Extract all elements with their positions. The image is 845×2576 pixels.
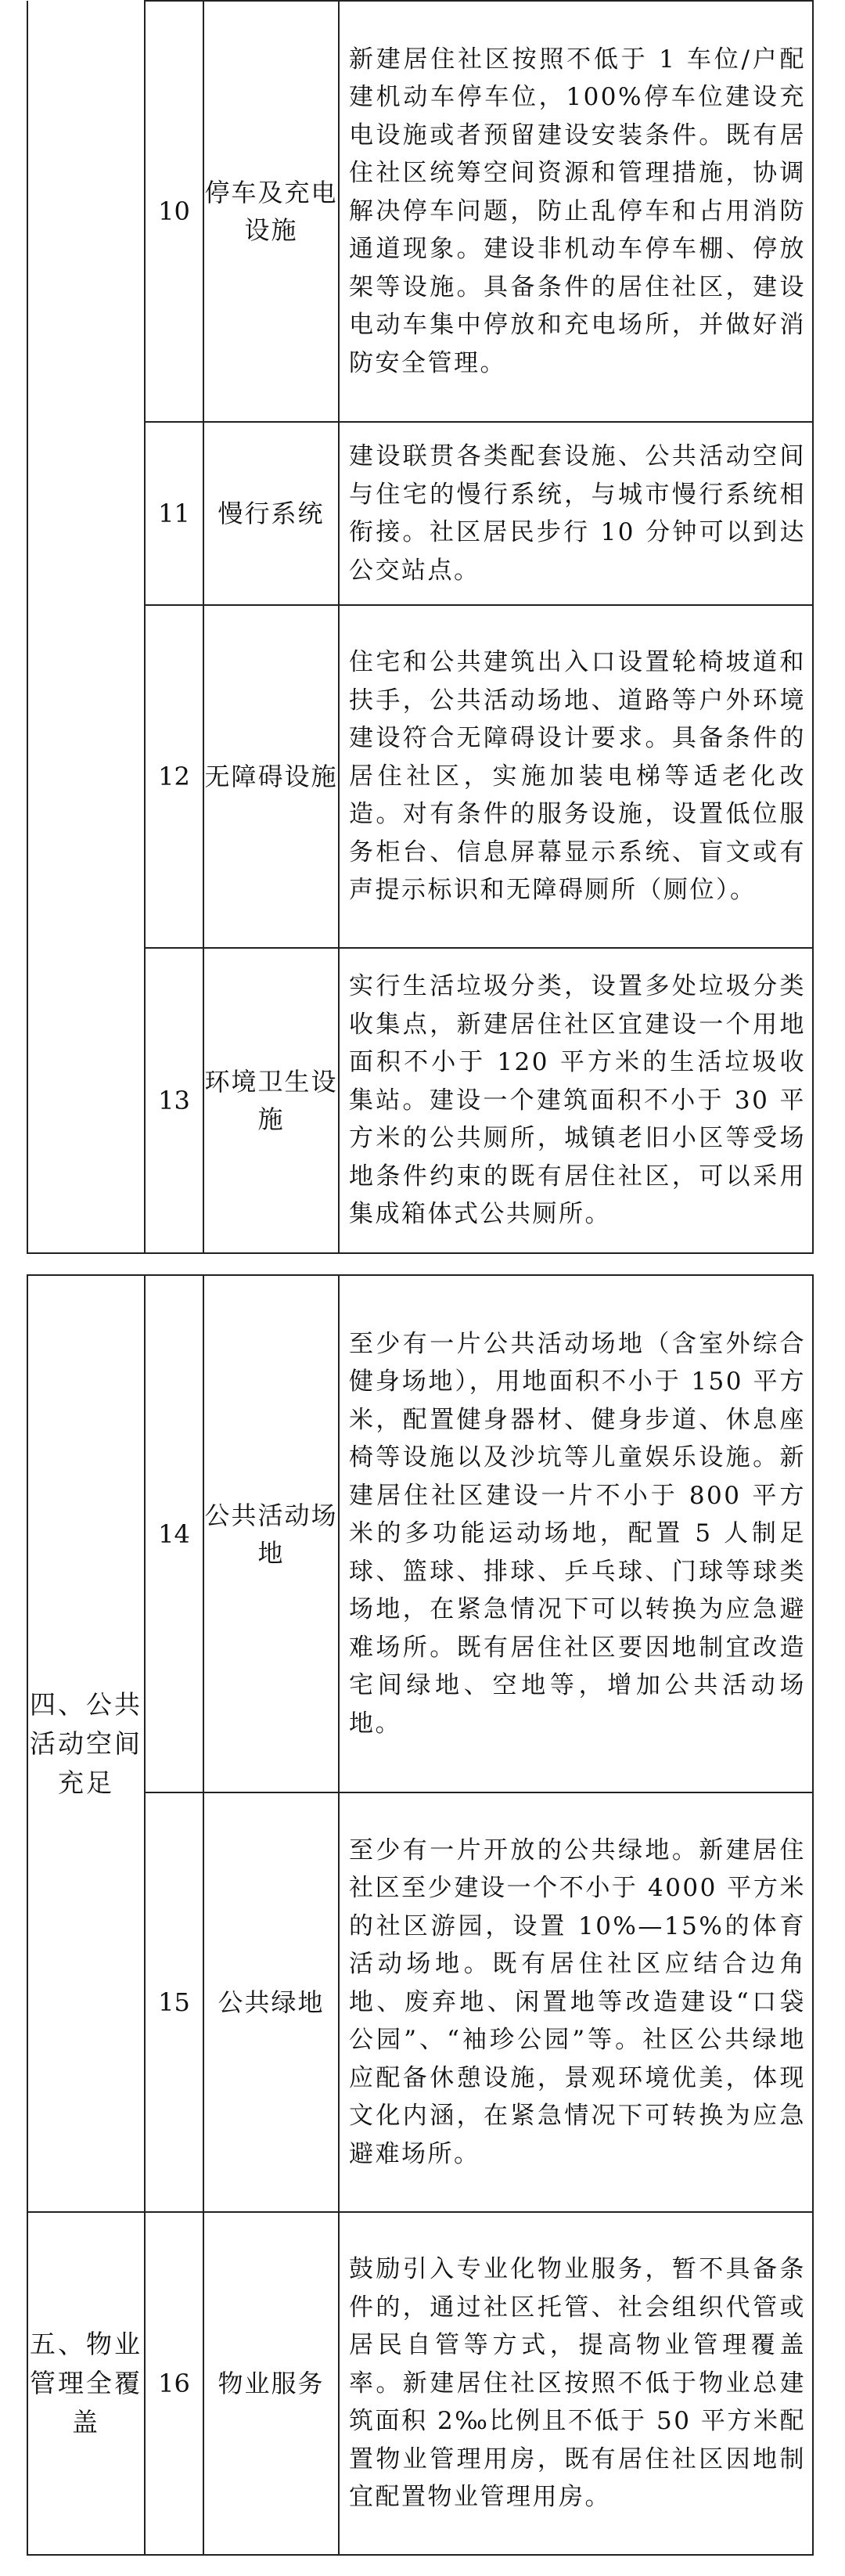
table-row xyxy=(27,605,813,948)
row-number: 14 xyxy=(145,1275,203,1792)
item-description: 建设联贯各类配套设施、公共活动空间与住宅的慢行系统，与城市慢行系统相衔接。社区居民步行 10 分钟可以到达公交站点。 xyxy=(339,422,813,605)
standards-table-part2 xyxy=(27,1274,814,2556)
row-number: 11 xyxy=(145,422,203,605)
standards-table-part1 xyxy=(27,0,814,1254)
item-name: 物业服务 xyxy=(203,2212,339,2555)
table-row xyxy=(27,948,813,1253)
item-name: 公共活动场地 xyxy=(203,1275,339,1792)
item-description: 住宅和公共建筑出入口设置轮椅坡道和扶手，公共活动场地、道路等户外环境建设符合无障碍设计要求。具备条件的居住社区，实施加装电梯等适老化改造。对有条件的服务设施，设置低位服务柜台、信息屏幕显示系统、盲文或有声提示标识和无障碍厕所（厕位）。 xyxy=(339,605,813,948)
item-name: 环境卫生设施 xyxy=(203,948,339,1253)
item-name: 公共绿地 xyxy=(203,1792,339,2212)
item-description: 至少有一片开放的公共绿地。新建居住社区至少建设一个不小于 4000 平方米的社区游园，设置 10%—15%的体育活动场地。既有居住社区应结合边角地、废弃地、闲置地等改造建设“口袋公园”、“袖珍公园”等。社区公共绿地应配备休憩设施，景观环境优美，体现文化内涵，在紧急情况下可转换为应急避难场所。 xyxy=(339,1792,813,2212)
row-number: 10 xyxy=(145,1,203,422)
table-row xyxy=(27,1,813,422)
table-row xyxy=(27,1792,813,2212)
category-cell: 四、公共活动空间充足 xyxy=(27,1275,145,2212)
item-description: 至少有一片公共活动场地（含室外综合健身场地），用地面积不小于 150 平方米，配置健身器材、健身步道、休息座椅等设施以及沙坑等儿童娱乐设施。新建居住社区建设一片不小于 800 平方米的多功能运动场地，配置 5 人制足球、篮球、排球、乒乓球、门球等球类场地，在紧急情况下可以转换为应急避难场所。既有居住社区要因地制宜改造宅间绿地、空地等，增加公共活动场地。 xyxy=(339,1275,813,1792)
table-row xyxy=(27,1275,813,1792)
table-row xyxy=(27,422,813,605)
category-cell: 五、物业管理全覆盖 xyxy=(27,2212,145,2555)
item-description: 实行生活垃圾分类，设置多处垃圾分类收集点，新建居住社区宜建设一个用地面积不小于 120 平方米的生活垃圾收集站。建设一个建筑面积不小于 30 平方米的公共厕所，城镇老旧小区等受场地条件约束的既有居住社区，可以采用集成箱体式公共厕所。 xyxy=(339,948,813,1253)
row-number: 15 xyxy=(145,1792,203,2212)
row-number: 16 xyxy=(145,2212,203,2555)
row-number: 12 xyxy=(145,605,203,948)
item-name: 无障碍设施 xyxy=(203,605,339,948)
item-description: 新建居住社区按照不低于 1 车位/户配建机动车停车位，100%停车位建设充电设施或者预留建设安装条件。既有居住社区统筹空间资源和管理措施，协调解决停车问题，防止乱停车和占用消防通道现象。建设非机动车停车棚、停放架等设施。具备条件的居住社区，建设电动车集中停放和充电场所，并做好消防安全管理。 xyxy=(339,1,813,422)
item-description: 鼓励引入专业化物业服务，暂不具备条件的，通过社区托管、社会组织代管或居民自管等方式，提高物业管理覆盖率。新建居住社区按照不低于物业总建筑面积 2‰比例且不低于 50 平方米配置物业管理用房，既有居住社区因地制宜配置物业管理用房。 xyxy=(339,2212,813,2555)
category-cell-empty xyxy=(27,1,145,1253)
row-number: 13 xyxy=(145,948,203,1253)
item-name: 停车及充电设施 xyxy=(203,1,339,422)
item-name: 慢行系统 xyxy=(203,422,339,605)
table-row xyxy=(27,2212,813,2555)
